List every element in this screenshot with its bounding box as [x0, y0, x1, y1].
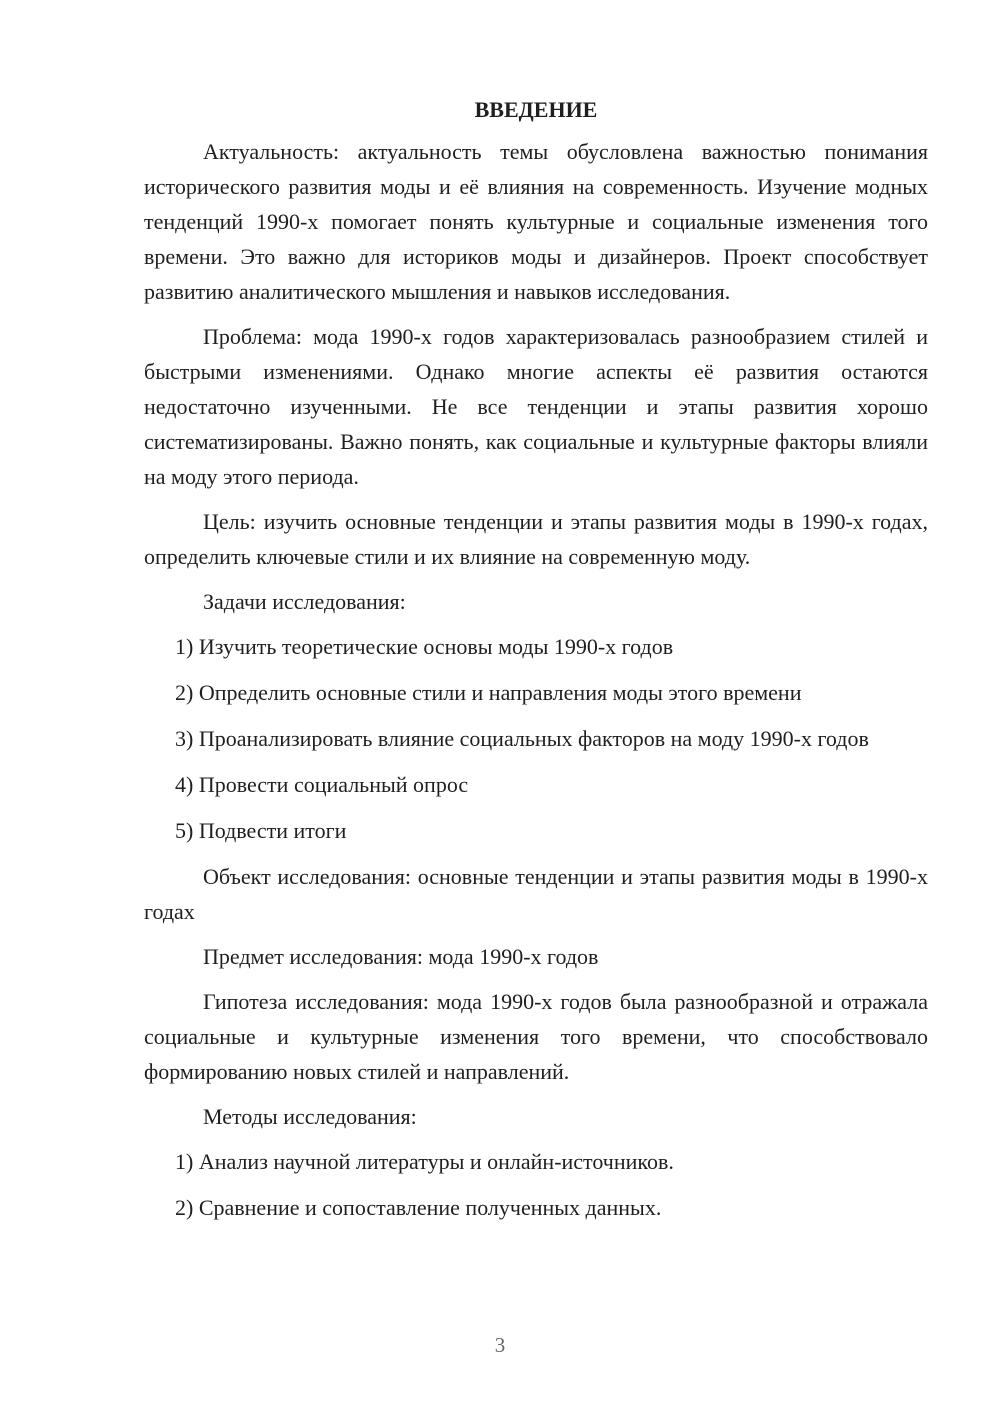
methods-heading: Методы исследования: [203, 1104, 417, 1129]
task-item: 5) Подвести итоги [175, 818, 347, 843]
task-item: 2) Определить основные стили и направления моды этого времени [175, 680, 802, 705]
page-number: 3 [494, 1333, 506, 1357]
problem-paragraph: Проблема: мода 1990-х годов характеризовалась разнообразием стилей и быстрыми изменениями. Однако многие аспекты её развития остаются недостаточно изученными. Не все тенденции и этапы развития хорошо систематизированы. Важно понять, как социальные и культурные факторы влияли на моду этого периода. [144, 324, 928, 489]
object-paragraph: Объект исследования: основные тенденции и этапы развития моды в 1990-х годах [144, 864, 928, 924]
task-item: 1) Изучить теоретические основы моды 1990-х годов [175, 634, 674, 659]
task-item: 4) Провести социальный опрос [175, 772, 469, 797]
document-page [144, 96, 928, 1236]
section-title: ВВЕДЕНИЕ [474, 97, 598, 122]
method-item: 2) Сравнение и сопоставление полученных данных. [175, 1195, 662, 1220]
tasks-heading: Задачи исследования: [203, 589, 406, 614]
relevance-paragraph: Актуальность: актуальность темы обусловлена важностью понимания исторического развития моды и её влияния на современность. Изучение модных тенденций 1990-х помогает понять культурные и социальные изменения того времени. Это важно для историков моды и дизайнеров. Проект способствует развитию аналитического мышления и навыков исследования. [144, 139, 928, 304]
method-item: 1) Анализ научной литературы и онлайн-источников. [175, 1149, 674, 1174]
goal-paragraph: Цель: изучить основные тенденции и этапы развития моды в 1990-х годах, определить ключевые стили и их влияние на современную моду. [144, 509, 928, 569]
task-item: 3) Проанализировать влияние социальных факторов на моду 1990-х годов [175, 726, 869, 751]
subject-paragraph: Предмет исследования: мода 1990-х годов [203, 944, 599, 969]
hypothesis-paragraph: Гипотеза исследования: мода 1990-х годов была разнообразной и отражала социальные и культурные изменения того времени, что способствовало формированию новых стилей и направлений. [144, 989, 928, 1084]
